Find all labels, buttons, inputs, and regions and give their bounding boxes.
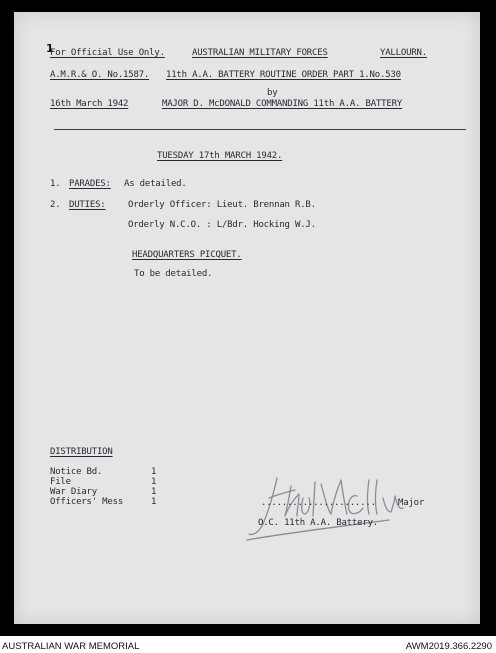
- distribution-count: 1: [151, 467, 157, 477]
- distribution-count: 1: [151, 477, 157, 487]
- signature-dots: ......................: [261, 498, 376, 508]
- distribution-label: Notice Bd.: [50, 467, 103, 477]
- signatory-rank: Major: [398, 498, 425, 508]
- distribution-title: DISTRIBUTION: [50, 447, 113, 457]
- organisation-label: AUSTRALIAN MILITARY FORCES: [192, 48, 328, 58]
- item-title: PARADES:: [69, 179, 111, 189]
- picquet-title: HEADQUARTERS PICQUET.: [132, 250, 242, 260]
- accession-number: AWM2019.366.2290: [405, 641, 492, 652]
- item-text: As detailed.: [124, 179, 187, 189]
- distribution-count: 1: [151, 487, 157, 497]
- commander-line: MAJOR D. McDONALD COMMANDING 11th A.A. BATTERY: [162, 99, 403, 109]
- by-label: by: [267, 88, 278, 98]
- item-title: DUTIES:: [69, 200, 106, 210]
- order-date: 16th March 1942: [50, 99, 129, 109]
- distribution-label: War Diary: [50, 487, 97, 497]
- day-heading: TUESDAY 17th MARCH 1942.: [157, 151, 283, 161]
- distribution-label: Officers' Mess: [50, 497, 124, 507]
- item-text: Orderly Officer: Lieut. Brennan R.B.: [128, 200, 316, 210]
- place-label: YALLOURN.: [380, 48, 427, 58]
- item-number: 2.: [50, 200, 61, 210]
- distribution-label: File: [50, 477, 71, 487]
- order-title: 11th A.A. BATTERY ROUTINE ORDER PART 1.No.530: [166, 70, 401, 80]
- document-page: [14, 12, 480, 624]
- picquet-text: To be detailed.: [134, 269, 213, 279]
- institution-credit: AUSTRALIAN WAR MEMORIAL: [2, 641, 140, 652]
- header-divider: [54, 129, 466, 130]
- page-number: 1: [46, 42, 54, 55]
- distribution-count: 1: [151, 497, 157, 507]
- item-number: 1.: [50, 179, 61, 189]
- order-reference: A.M.R.& O. No.1587.: [50, 70, 150, 80]
- signatory-title: O.C. 11th A.A. Battery.: [258, 518, 379, 528]
- duties-nco-line: Orderly N.C.O. : L/Bdr. Hocking W.J.: [128, 220, 316, 230]
- classification-label: For Official Use Only.: [50, 48, 165, 58]
